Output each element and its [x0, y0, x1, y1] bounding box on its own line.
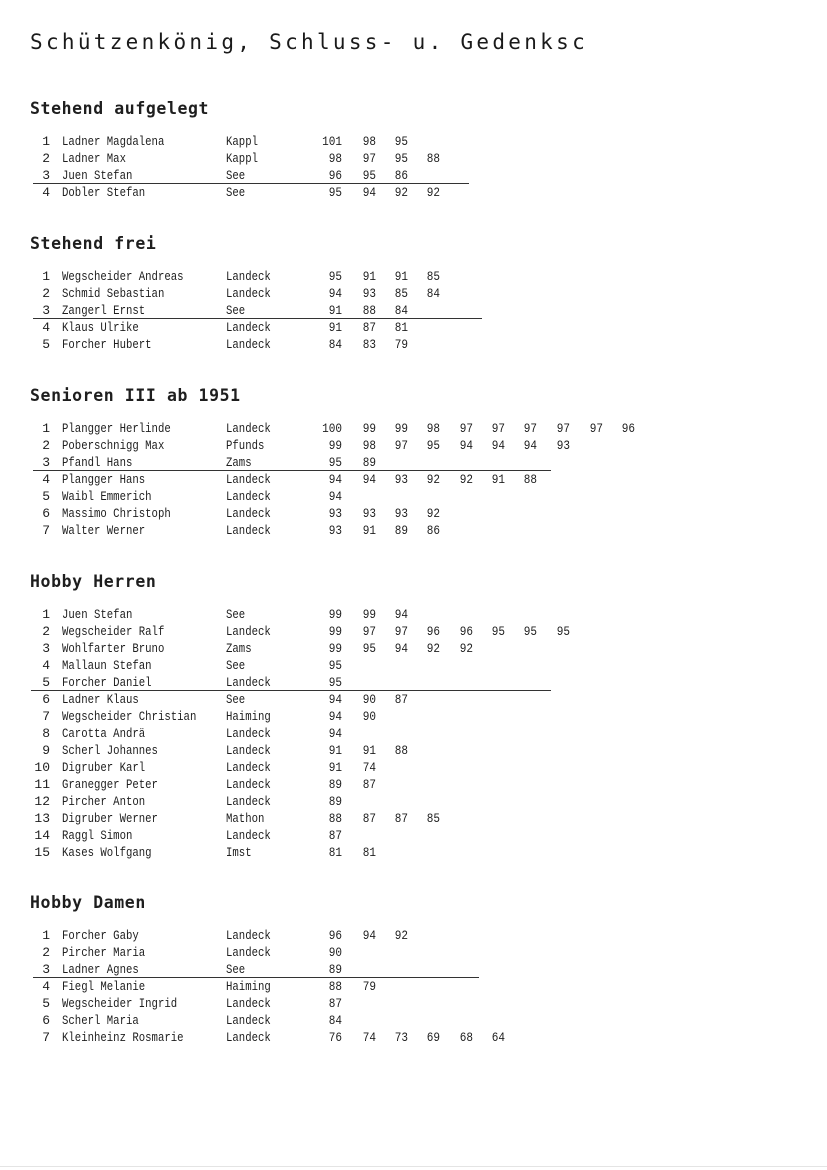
score-cell: 89 [362, 455, 376, 470]
score-cell: 97 [523, 421, 537, 436]
club-name: Zams [226, 455, 252, 470]
club-name: Landeck [226, 743, 271, 758]
score-cell: 95 [328, 269, 342, 284]
result-row [0, 674, 827, 691]
score-cell: 91 [362, 523, 376, 538]
score-cell: 89 [328, 962, 342, 977]
shooter-name: Forcher Hubert [62, 337, 152, 352]
score-cell: 76 [328, 1030, 342, 1045]
score-cell: 90 [362, 709, 376, 724]
club-name: Landeck [226, 506, 271, 521]
score-cell: 83 [362, 337, 376, 352]
rank-cell: 5 [42, 996, 50, 1011]
club-name: Landeck [226, 489, 271, 504]
result-row [0, 522, 827, 539]
club-name: Landeck [226, 945, 271, 960]
score-cell: 81 [328, 845, 342, 860]
result-row [0, 657, 827, 674]
section-title: Stehend aufgelegt [30, 99, 210, 118]
shooter-name: Walter Werner [62, 523, 146, 538]
score-cell: 86 [394, 168, 408, 183]
score-cell: 87 [328, 996, 342, 1011]
rank-cell: 10 [34, 760, 50, 775]
score-cell: 97 [556, 421, 570, 436]
shooter-name: Granegger Peter [62, 777, 158, 792]
result-row [0, 302, 827, 319]
score-cell: 94 [491, 438, 505, 453]
club-name: Landeck [226, 996, 271, 1011]
score-cell: 97 [491, 421, 505, 436]
score-cell: 97 [362, 624, 376, 639]
score-cell: 87 [394, 811, 408, 826]
club-name: See [226, 658, 246, 673]
shooter-name: Klaus Ulrike [62, 320, 139, 335]
score-cell: 94 [362, 928, 376, 943]
club-name: See [226, 962, 246, 977]
score-cell: 96 [621, 421, 635, 436]
rank-cell: 5 [42, 675, 50, 690]
rank-cell: 9 [42, 743, 50, 758]
result-row [0, 691, 827, 708]
result-row [0, 150, 827, 167]
score-cell: 96 [459, 624, 473, 639]
club-name: Landeck [226, 726, 271, 741]
section-title: Senioren III ab 1951 [30, 386, 241, 405]
score-cell: 88 [523, 472, 537, 487]
score-cell: 79 [394, 337, 408, 352]
club-name: Landeck [226, 337, 271, 352]
rank-cell: 2 [42, 624, 50, 639]
rank-cell: 1 [42, 928, 50, 943]
page-edge-line [0, 1166, 827, 1167]
score-cell: 95 [362, 168, 376, 183]
rank-cell: 2 [42, 286, 50, 301]
result-row [0, 944, 827, 961]
score-cell: 81 [362, 845, 376, 860]
rank-cell: 7 [42, 709, 50, 724]
score-cell: 92 [459, 472, 473, 487]
club-name: Landeck [226, 1013, 271, 1028]
score-cell: 98 [328, 151, 342, 166]
shooter-name: Ladner Max [62, 151, 126, 166]
result-row [0, 623, 827, 640]
results-list [0, 606, 827, 861]
score-cell: 81 [394, 320, 408, 335]
shooter-name: Dobler Stefan [62, 185, 146, 200]
rank-cell: 7 [42, 1030, 50, 1045]
rank-cell: 1 [42, 607, 50, 622]
club-name: Landeck [226, 777, 271, 792]
shooter-name: Digruber Karl [62, 760, 146, 775]
rank-cell: 7 [42, 523, 50, 538]
score-cell: 97 [362, 151, 376, 166]
score-cell: 97 [589, 421, 603, 436]
score-cell: 88 [328, 811, 342, 826]
score-cell: 91 [394, 269, 408, 284]
rank-cell: 14 [34, 828, 50, 843]
score-cell: 96 [328, 168, 342, 183]
rank-cell: 3 [42, 168, 50, 183]
result-row [0, 454, 827, 471]
rank-cell: 2 [42, 151, 50, 166]
result-row [0, 810, 827, 827]
score-cell: 84 [328, 1013, 342, 1028]
results-list [0, 268, 827, 353]
score-cell: 93 [362, 506, 376, 521]
result-row [0, 927, 827, 944]
score-cell: 87 [362, 811, 376, 826]
score-cell: 84 [426, 286, 440, 301]
score-cell: 99 [362, 607, 376, 622]
club-name: See [226, 303, 246, 318]
podium-cutoff-line [33, 183, 469, 184]
club-name: Kappl [226, 151, 258, 166]
score-cell: 64 [491, 1030, 505, 1045]
club-name: Landeck [226, 794, 271, 809]
podium-cutoff-line [31, 690, 551, 691]
shooter-name: Kases Wolfgang [62, 845, 152, 860]
score-cell: 90 [328, 945, 342, 960]
shooter-name: Wegscheider Christian [62, 709, 197, 724]
rank-cell: 6 [42, 1013, 50, 1028]
score-cell: 95 [328, 185, 342, 200]
section-title: Hobby Damen [30, 893, 146, 912]
club-name: Imst [226, 845, 252, 860]
score-cell: 98 [426, 421, 440, 436]
result-row [0, 961, 827, 978]
score-cell: 97 [459, 421, 473, 436]
shooter-name: Forcher Gaby [62, 928, 139, 943]
club-name: See [226, 607, 246, 622]
rank-cell: 6 [42, 692, 50, 707]
score-cell: 88 [394, 743, 408, 758]
score-cell: 91 [328, 743, 342, 758]
shooter-name: Zangerl Ernst [62, 303, 146, 318]
rank-cell: 4 [42, 185, 50, 200]
score-cell: 90 [362, 692, 376, 707]
rank-cell: 1 [42, 134, 50, 149]
results-list [0, 420, 827, 539]
score-cell: 95 [491, 624, 505, 639]
result-row [0, 844, 827, 861]
score-cell: 99 [328, 438, 342, 453]
shooter-name: Scherl Maria [62, 1013, 139, 1028]
score-cell: 93 [556, 438, 570, 453]
score-cell: 91 [362, 743, 376, 758]
result-row [0, 437, 827, 454]
score-cell: 86 [426, 523, 440, 538]
score-cell: 85 [426, 269, 440, 284]
shooter-name: Ladner Magdalena [62, 134, 165, 149]
shooter-name: Waibl Emmerich [62, 489, 152, 504]
rank-cell: 1 [42, 269, 50, 284]
score-cell: 88 [362, 303, 376, 318]
score-cell: 100 [322, 421, 342, 436]
score-cell: 94 [362, 185, 376, 200]
club-name: Landeck [226, 675, 271, 690]
club-name: Landeck [226, 286, 271, 301]
rank-cell: 4 [42, 658, 50, 673]
club-name: Landeck [226, 760, 271, 775]
podium-cutoff-line [33, 470, 551, 471]
rank-cell: 8 [42, 726, 50, 741]
score-cell: 74 [362, 1030, 376, 1045]
result-row [0, 742, 827, 759]
result-row [0, 268, 827, 285]
section-title: Stehend frei [30, 234, 157, 253]
score-cell: 98 [362, 134, 376, 149]
shooter-name: Carotta Andrä [62, 726, 146, 741]
result-row [0, 319, 827, 336]
club-name: Landeck [226, 269, 271, 284]
score-cell: 95 [426, 438, 440, 453]
score-cell: 94 [328, 726, 342, 741]
shooter-name: Digruber Werner [62, 811, 158, 826]
result-row [0, 336, 827, 353]
score-cell: 92 [394, 185, 408, 200]
shooter-name: Raggl Simon [62, 828, 133, 843]
shooter-name: Poberschnigg Max [62, 438, 165, 453]
score-cell: 92 [426, 472, 440, 487]
score-cell: 98 [362, 438, 376, 453]
score-cell: 89 [394, 523, 408, 538]
score-cell: 92 [394, 928, 408, 943]
shooter-name: Wegscheider Ingrid [62, 996, 178, 1011]
shooter-name: Ladner Klaus [62, 692, 139, 707]
result-row [0, 471, 827, 488]
score-cell: 94 [328, 472, 342, 487]
club-name: See [226, 692, 246, 707]
rank-cell: 13 [34, 811, 50, 826]
results-list [0, 133, 827, 201]
shooter-name: Juen Stefan [62, 607, 133, 622]
score-cell: 87 [328, 828, 342, 843]
score-cell: 95 [394, 151, 408, 166]
rank-cell: 3 [42, 962, 50, 977]
score-cell: 91 [328, 760, 342, 775]
result-row [0, 827, 827, 844]
score-cell: 88 [328, 979, 342, 994]
club-name: Landeck [226, 523, 271, 538]
rank-cell: 3 [42, 455, 50, 470]
rank-cell: 5 [42, 489, 50, 504]
shooter-name: Plangger Hans [62, 472, 146, 487]
shooter-name: Massimo Christoph [62, 506, 171, 521]
rank-cell: 4 [42, 472, 50, 487]
shooter-name: Juen Stefan [62, 168, 133, 183]
score-cell: 99 [362, 421, 376, 436]
shooter-name: Schmid Sebastian [62, 286, 165, 301]
score-cell: 87 [362, 320, 376, 335]
result-row [0, 167, 827, 184]
club-name: See [226, 185, 246, 200]
club-name: Landeck [226, 320, 271, 335]
shooter-name: Scherl Johannes [62, 743, 158, 758]
score-cell: 93 [394, 506, 408, 521]
result-row [0, 1029, 827, 1046]
rank-cell: 3 [42, 303, 50, 318]
score-cell: 84 [328, 337, 342, 352]
result-row [0, 285, 827, 302]
score-cell: 95 [328, 455, 342, 470]
score-cell: 95 [523, 624, 537, 639]
result-row [0, 793, 827, 810]
podium-cutoff-line [33, 318, 482, 319]
club-name: Pfunds [226, 438, 265, 453]
score-cell: 97 [394, 624, 408, 639]
result-row [0, 1012, 827, 1029]
club-name: Landeck [226, 928, 271, 943]
result-row [0, 640, 827, 657]
result-row [0, 759, 827, 776]
result-row [0, 978, 827, 995]
score-cell: 85 [394, 286, 408, 301]
rank-cell: 6 [42, 506, 50, 521]
score-cell: 93 [362, 286, 376, 301]
shooter-name: Wegscheider Ralf [62, 624, 165, 639]
club-name: Landeck [226, 472, 271, 487]
result-row [0, 725, 827, 742]
score-cell: 73 [394, 1030, 408, 1045]
score-cell: 94 [362, 472, 376, 487]
club-name: Haiming [226, 709, 271, 724]
club-name: Landeck [226, 1030, 271, 1045]
shooter-name: Mallaun Stefan [62, 658, 152, 673]
score-cell: 93 [328, 506, 342, 521]
rank-cell: 4 [42, 320, 50, 335]
results-list [0, 927, 827, 1046]
result-row [0, 708, 827, 725]
shooter-name: Wegscheider Andreas [62, 269, 184, 284]
score-cell: 99 [394, 421, 408, 436]
score-cell: 91 [328, 303, 342, 318]
shooter-name: Ladner Agnes [62, 962, 139, 977]
score-cell: 91 [491, 472, 505, 487]
result-row [0, 133, 827, 150]
club-name: See [226, 168, 246, 183]
rank-cell: 11 [34, 777, 50, 792]
score-cell: 99 [328, 624, 342, 639]
score-cell: 87 [394, 692, 408, 707]
club-name: Haiming [226, 979, 271, 994]
result-row [0, 776, 827, 793]
shooter-name: Fiegl Melanie [62, 979, 146, 994]
shooter-name: Pfandl Hans [62, 455, 133, 470]
score-cell: 95 [328, 658, 342, 673]
score-cell: 93 [328, 523, 342, 538]
score-cell: 89 [328, 794, 342, 809]
club-name: Mathon [226, 811, 265, 826]
score-cell: 94 [523, 438, 537, 453]
rank-cell: 4 [42, 979, 50, 994]
rank-cell: 2 [42, 945, 50, 960]
score-cell: 95 [394, 134, 408, 149]
rank-cell: 12 [34, 794, 50, 809]
score-cell: 94 [459, 438, 473, 453]
club-name: Landeck [226, 624, 271, 639]
score-cell: 94 [328, 709, 342, 724]
score-cell: 68 [459, 1030, 473, 1045]
score-cell: 94 [394, 641, 408, 656]
score-cell: 93 [394, 472, 408, 487]
shooter-name: Wohlfarter Bruno [62, 641, 165, 656]
shooter-name: Forcher Daniel [62, 675, 152, 690]
club-name: Landeck [226, 421, 271, 436]
page-title: Schützenkönig, Schluss- u. Gedenksc [30, 30, 589, 54]
rank-cell: 5 [42, 337, 50, 352]
score-cell: 91 [362, 269, 376, 284]
club-name: Kappl [226, 134, 258, 149]
result-row [0, 606, 827, 623]
score-cell: 94 [394, 607, 408, 622]
podium-cutoff-line [33, 977, 479, 978]
section-title: Hobby Herren [30, 572, 157, 591]
rank-cell: 2 [42, 438, 50, 453]
shooter-name: Kleinheinz Rosmarie [62, 1030, 184, 1045]
score-cell: 99 [328, 607, 342, 622]
score-cell: 92 [426, 185, 440, 200]
shooter-name: Pircher Anton [62, 794, 146, 809]
rank-cell: 1 [42, 421, 50, 436]
shooter-name: Pircher Maria [62, 945, 146, 960]
score-cell: 92 [459, 641, 473, 656]
rank-cell: 15 [34, 845, 50, 860]
result-row [0, 488, 827, 505]
result-row [0, 995, 827, 1012]
score-cell: 88 [426, 151, 440, 166]
score-cell: 84 [394, 303, 408, 318]
score-cell: 74 [362, 760, 376, 775]
club-name: Zams [226, 641, 252, 656]
result-row [0, 184, 827, 201]
score-cell: 95 [556, 624, 570, 639]
score-cell: 96 [426, 624, 440, 639]
score-cell: 69 [426, 1030, 440, 1045]
score-cell: 92 [426, 506, 440, 521]
score-cell: 94 [328, 692, 342, 707]
rank-cell: 3 [42, 641, 50, 656]
result-row [0, 505, 827, 522]
score-cell: 101 [322, 134, 342, 149]
club-name: Landeck [226, 828, 271, 843]
score-cell: 94 [328, 286, 342, 301]
score-cell: 94 [328, 489, 342, 504]
score-cell: 96 [328, 928, 342, 943]
score-cell: 87 [362, 777, 376, 792]
score-cell: 79 [362, 979, 376, 994]
score-cell: 97 [394, 438, 408, 453]
score-cell: 89 [328, 777, 342, 792]
score-cell: 91 [328, 320, 342, 335]
score-cell: 95 [328, 675, 342, 690]
score-cell: 99 [328, 641, 342, 656]
score-cell: 85 [426, 811, 440, 826]
result-row [0, 420, 827, 437]
score-cell: 95 [362, 641, 376, 656]
score-cell: 92 [426, 641, 440, 656]
shooter-name: Plangger Herlinde [62, 421, 171, 436]
